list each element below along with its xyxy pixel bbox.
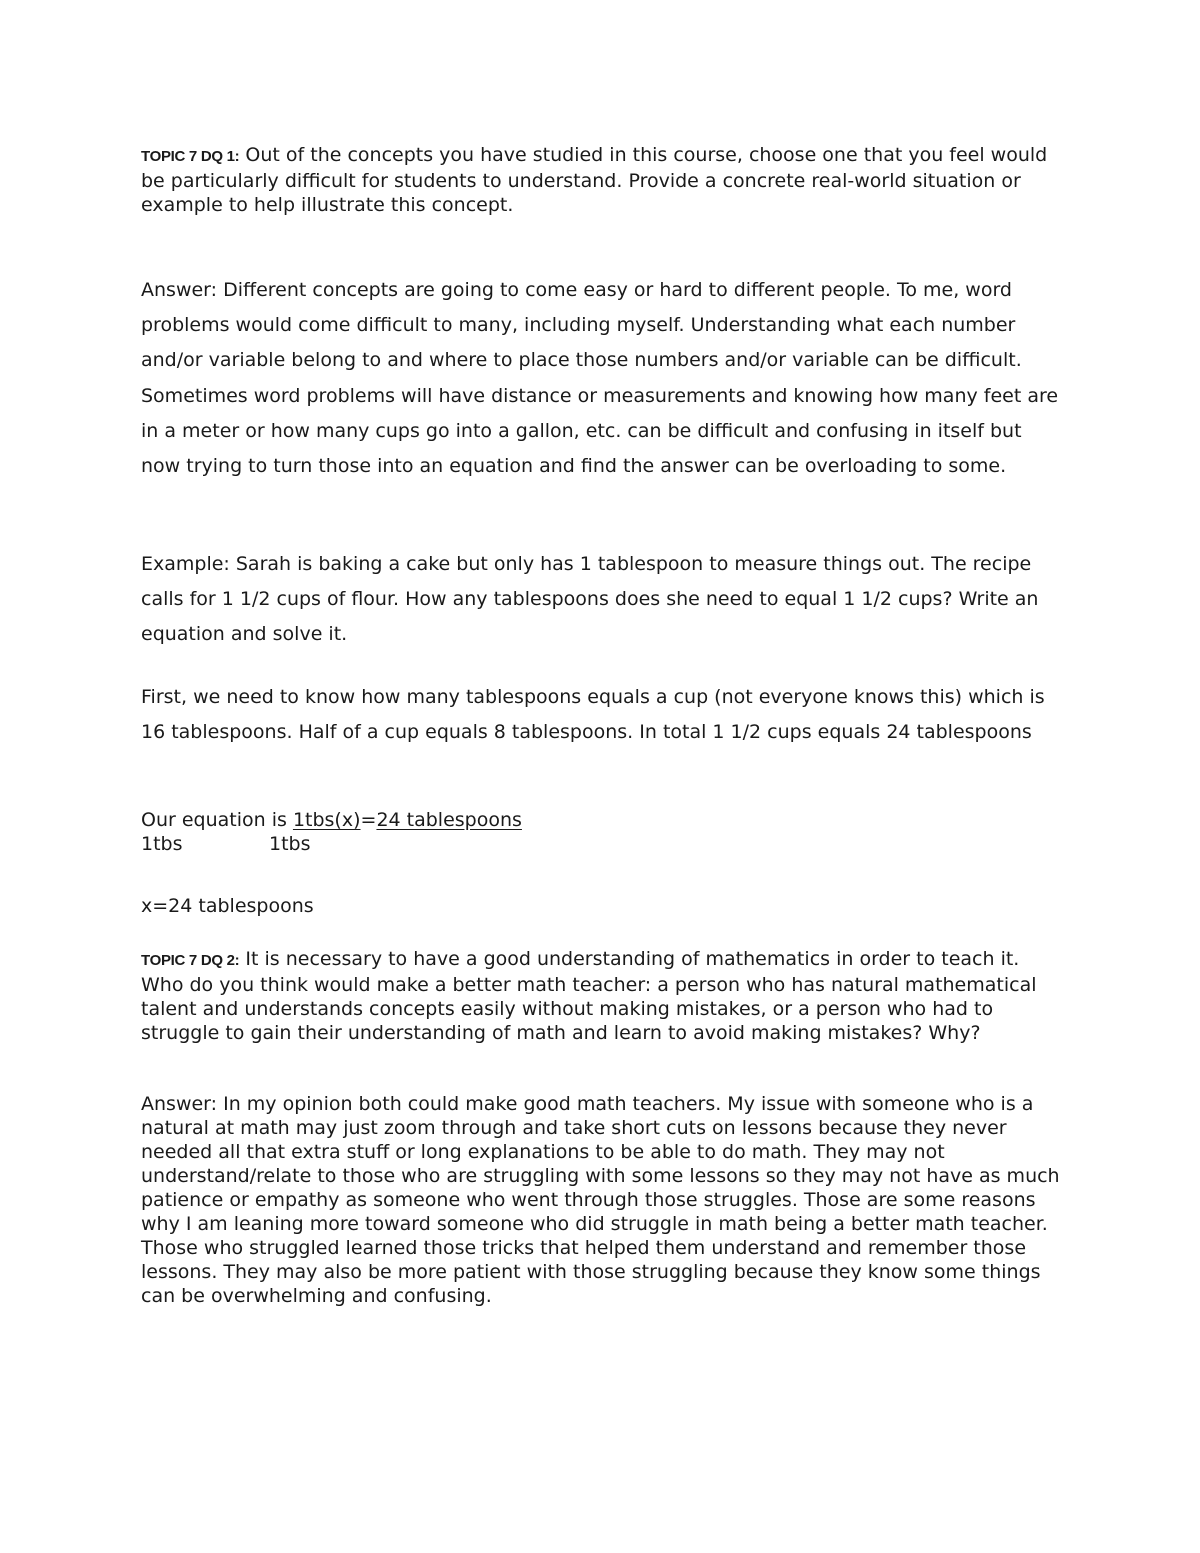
dq2-label: TOPIC 7 DQ 2: — [141, 952, 240, 969]
dq1-first-step: First, we need to know how many tablespoons equals a cup (not everyone knows this) which is 16 tablespoons. Half of a cup equals 8 tablespoons. In total 1 1/2 cups equals 24 tablespoons — [141, 686, 1045, 744]
equation-numerator-left: 1tbs(x) — [292, 809, 361, 831]
equation-equals: = — [360, 809, 377, 831]
dq2-question-text: It is necessary to have a good understanding of mathematics in order to teach it. Who do you think would make a better math teacher: a person who has natural mathematical talent and understands concepts easily without making mistakes, or a person who had to struggle to gain their understanding of math and learn to avoid making mistakes? Why? — [141, 948, 1037, 1044]
equation-numerator-right: 24 tablespoons — [376, 809, 522, 831]
dq1-answer: Answer: Different concepts are going to come easy or hard to different people. To me, word problems would come difficult to many, including myself. Understanding what each number and/or variable belong to and where to place those numbers and/or variable can be difficult. Sometimes word problems will have distance or measurements and knowing how many feet are in a meter or how many cups go into a gallon, etc. can be difficult and confusing in itself but now trying to turn those into an equation and find the answer can be overloading to some. — [141, 279, 1059, 478]
equation-prefix: Our equation is — [141, 809, 293, 831]
dq2-question — [141, 947, 1061, 1045]
equation-denominator-left: 1tbs — [141, 833, 183, 855]
dq1-label: TOPIC 7 DQ 1: — [141, 148, 240, 165]
dq2-answer: Answer: In my opinion both could make good math teachers. My issue with someone who is a natural at math may just zoom through and take short cuts on lessons because they never needed all that extra stuff or long explanations to be able to do math. They may not understand/relate to those who are struggling with some lessons so they may not have as much patience or empathy as someone who went through those struggles. Those are some reasons why I am leaning more toward someone who did struggle in math being a better math teacher. Those who struggled learned those tricks that helped them understand and remember those lessons. They may also be more patient with those struggling because they know some things can be overwhelming and confusing. — [141, 1093, 1060, 1307]
dq1-result: x=24 tablespoons — [141, 895, 314, 917]
dq1-question — [141, 143, 1061, 217]
equation-numerator-line — [141, 808, 1061, 832]
equation-denominator-line — [141, 832, 1061, 856]
dq1-equation — [141, 808, 1061, 856]
dq1-example: Example: Sarah is baking a cake but only has 1 tablespoon to measure things out. The recipe calls for 1 1/2 cups of flour. How any tablespoons does she need to equal 1 1/2 cups? Write an equation and solve it. — [141, 553, 1039, 646]
dq1-question-text: Out of the concepts you have studied in this course, choose one that you feel would be particularly difficult for students to understand. Provide a concrete real-world situation or example to help illustrate this concept. — [141, 144, 1048, 216]
equation-denominator-right: 1tbs — [269, 833, 311, 855]
